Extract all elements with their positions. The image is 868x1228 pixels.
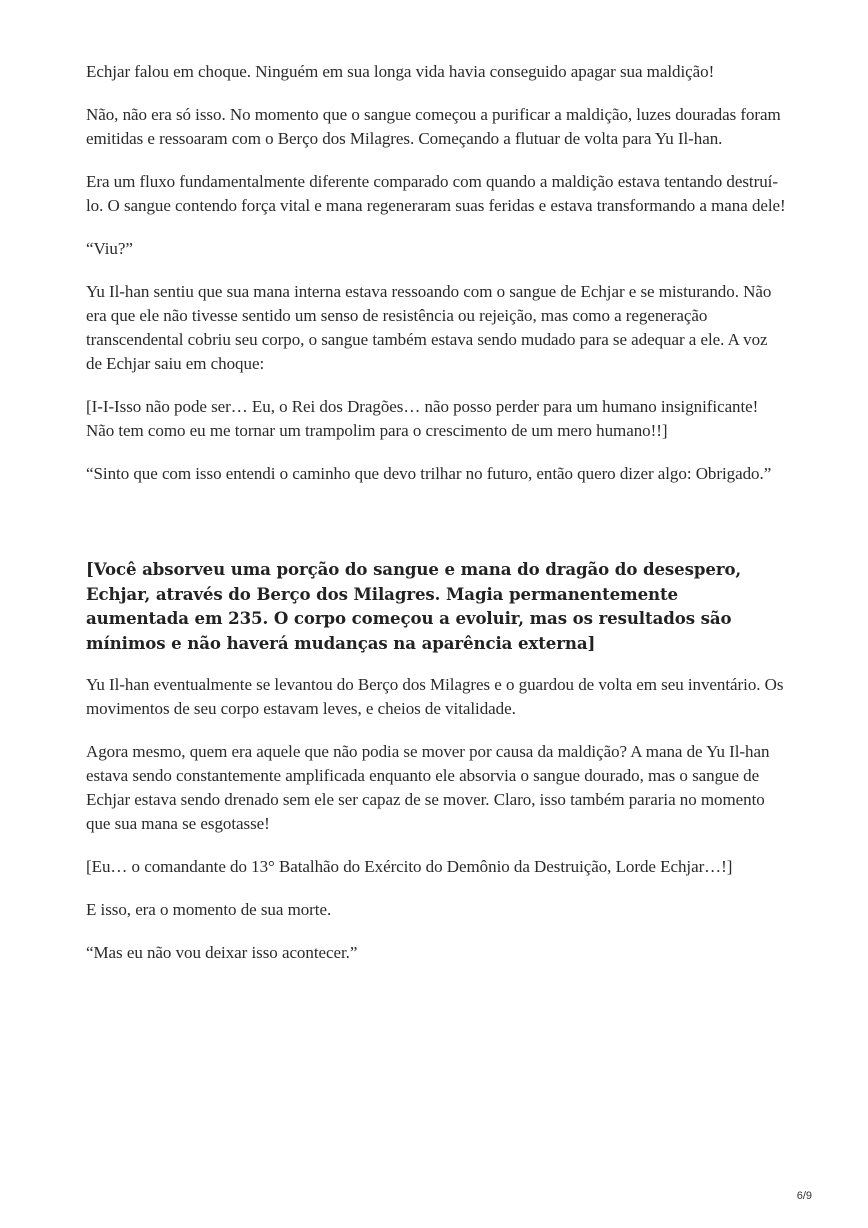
paragraph: Echjar falou em choque. Ninguém em sua longa vida havia conseguido apagar sua maldição! bbox=[86, 62, 715, 81]
paragraph: Era um fluxo fundamentalmente diferente comparado com quando a maldição estava tentando destruí-lo. O sangue contendo força vital e mana regeneraram suas feridas e estava transformando a mana dele! bbox=[86, 172, 786, 215]
dialogue-line: “Sinto que com isso entendi o caminho que devo trilhar no futuro, então quero dizer algo: Obrigado.” bbox=[86, 464, 772, 483]
dragon-speech: [Eu… o comandante do 13° Batalhão do Exército do Demônio da Destruição, Lorde Echjar…!] bbox=[86, 857, 733, 876]
paragraph: Yu Il-han eventualmente se levantou do Berço dos Milagres e o guardou de volta em seu inventário. Os movimentos de seu corpo estavam leves, e cheios de vitalidade. bbox=[86, 675, 784, 718]
dialogue-line: “Viu?” bbox=[86, 239, 133, 258]
paragraph: E isso, era o momento de sua morte. bbox=[86, 900, 332, 919]
paragraph: Agora mesmo, quem era aquele que não podia se mover por causa da maldição? A mana de Yu Il-han estava sendo constantemente amplificada enquanto ele absorvia o sangue dourado, mas o sangue de Echjar estava sendo drenado sem ele ser capaz de se mover. Claro, isso também pararia no momento que sua mana se esgotasse! bbox=[86, 742, 770, 833]
dragon-speech: [I-I-Isso não pode ser… Eu, o Rei dos Dragões… não posso perder para um humano insignificante! Não tem como eu me tornar um trampolim para o crescimento de um mero humano!!] bbox=[86, 397, 759, 440]
page-number: 6/9 bbox=[796, 1190, 812, 1202]
paragraph: Yu Il-han sentiu que sua mana interna estava ressoando com o sangue de Echjar e se misturando. Não era que ele não tivesse sentido um senso de resistência ou rejeição, mas como a regeneração transcendental cobriu seu corpo, o sangue também estava sendo mudado para se adequar a ele. A voz de Echjar saiu em choque: bbox=[86, 282, 772, 373]
section-spacer bbox=[86, 505, 786, 557]
paragraph: Não, não era só isso. No momento que o sangue começou a purificar a maldição, luzes douradas foram emitidas e ressoaram com o Berço dos Milagres. Começando a flutuar de volta para Yu Il-han. bbox=[86, 105, 781, 148]
dialogue-line: “Mas eu não vou deixar isso acontecer.” bbox=[86, 943, 358, 962]
system-message: [Você absorveu uma porção do sangue e mana do dragão do desespero, Echjar, através do Berço dos Milagres. Magia permanentemente aumentada em 235. O corpo começou a evoluir, mas os resultados são mínimos e não haverá mudanças na aparência externa] bbox=[86, 559, 742, 653]
document-body bbox=[86, 60, 786, 984]
